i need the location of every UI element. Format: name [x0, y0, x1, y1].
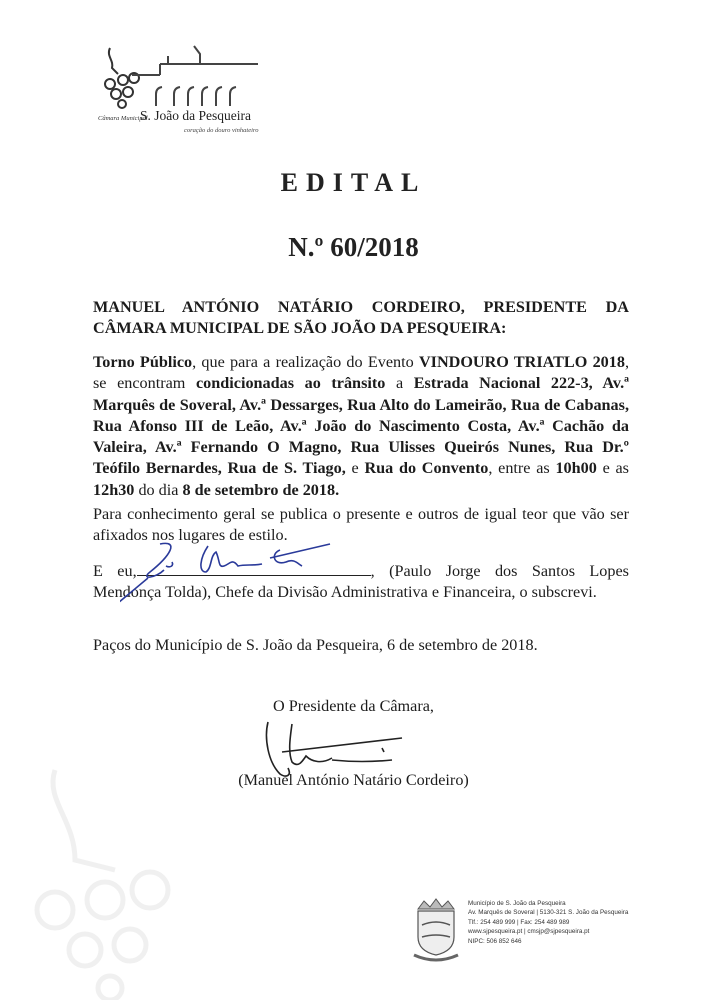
footer-line: Município de S. João da Pesqueira — [468, 900, 566, 907]
logo-name: S. João da Pesqueira — [140, 108, 251, 123]
body-segment: Torno Público — [93, 353, 193, 371]
start-time: 10h00 — [555, 459, 597, 478]
event-name: VINDOURO TRIATLO 2018 — [418, 353, 625, 371]
municipal-logo — [88, 42, 288, 142]
president-name: (Manuel António Natário Cordeiro) — [238, 771, 469, 789]
footer-contact-block — [408, 893, 678, 973]
document-title: EDITAL — [280, 168, 427, 197]
logo-small-caption: Câmara Municipal — [98, 115, 148, 122]
footer-line: NIPC: 506 852 646 — [468, 937, 522, 945]
subscriber-signature-icon — [120, 538, 350, 608]
logo-tagline: coração do douro vinhateiro — [184, 127, 259, 134]
body-segment: , se encontram — [93, 353, 629, 393]
body-segment: e — [345, 459, 365, 478]
body-segment: e as — [596, 459, 629, 478]
end-time: 12h30 — [93, 480, 135, 499]
body-segment: Rua do Convento — [364, 459, 489, 478]
subscriber-prefix: E eu, — [93, 562, 137, 580]
body-segment: condicionadas ao trânsito — [195, 374, 386, 393]
footer-text — [468, 899, 628, 946]
footer-line: Tlf.: 254 489 999 | Fax: 254 489 989 — [468, 918, 570, 926]
body-segment: a — [385, 374, 414, 393]
footer-line: www.sjpesqueira.pt | cmsjp@sjpesqueira.pt — [468, 928, 590, 936]
president-title: O Presidente da Câmara, — [273, 697, 434, 715]
grapes-watermark-icon — [15, 760, 175, 1000]
footer-line: Av. Marquês de Soveral | 5130-321 S. João da Pesqueira — [468, 909, 629, 917]
municipal-crest-icon — [410, 895, 462, 965]
place-date: Paços do Município de S. João da Pesqueira, 6 de setembro de 2018. — [93, 636, 538, 654]
document-number: N.º 60/2018 — [288, 232, 419, 262]
body-segment: do dia — [134, 480, 183, 499]
heading-paragraph: MANUEL ANTÓNIO NATÁRIO CORDEIRO, PRESIDENTE DA CÂMARA MUNICIPAL DE SÃO JOÃO DA PESQUEIRA: — [93, 298, 629, 338]
body-segment: , entre as — [488, 459, 556, 478]
publication-paragraph: Para conhecimento geral se publica o presente e outros de igual teor que vão ser afixados nos lugares de estilo. — [93, 505, 629, 545]
streets-list: Estrada Nacional 222-3, Av.ª Marquês de Soveral, Av.ª Dessarges, Rua Alto do Lameirão, Rua de Cabanas, Rua Afonso III de Leão, Av.ª João do Nascimento Costa, Av.ª Cachão da Valeira, Av.ª Fernando O Magno, Rua Ulisses Queirós Nunes, Rua Dr.º Teófilo Bernardes, Rua de S. Tiago, — [93, 374, 629, 478]
subscriber-suffix: , (Paulo Jorge dos Santos Lopes Mendonça Tolda), Chefe da Divisão Administrativa e Financeira, o subscrevi. — [93, 562, 629, 602]
grapes-and-arches-icon — [88, 42, 288, 112]
event-date: 8 de setembro de 2018. — [182, 480, 340, 499]
body-paragraph — [93, 352, 629, 501]
body-segment: , que para a realização do Evento — [192, 353, 419, 371]
